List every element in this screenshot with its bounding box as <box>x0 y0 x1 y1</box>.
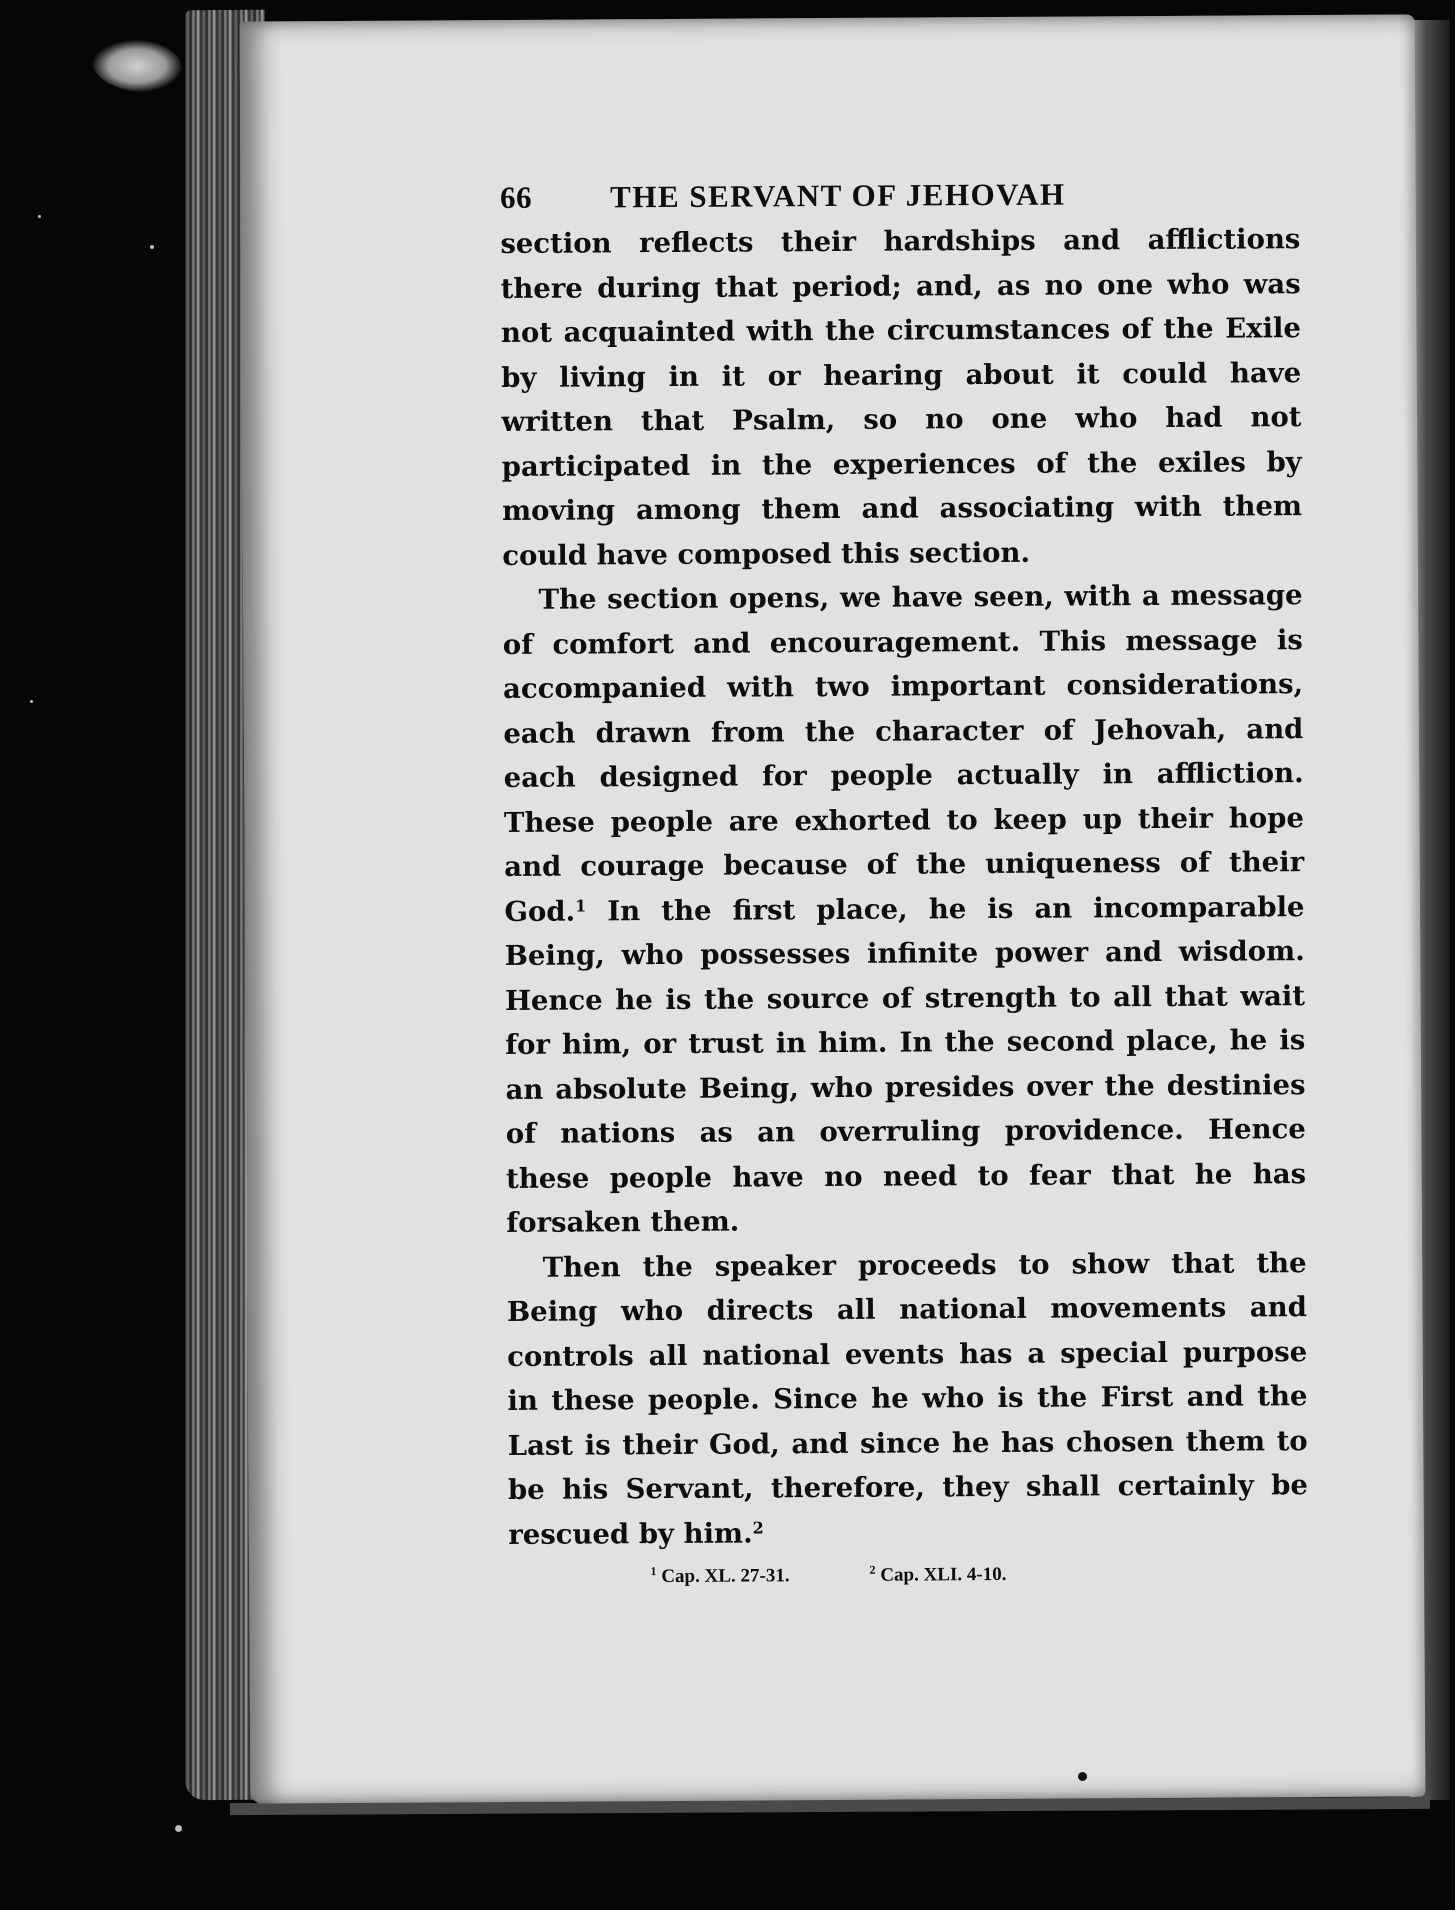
paragraph-3-text: Then the speaker proceeds to show that the Being who directs all national movements and controls all national events has a special purpose in these people. Since he who is the First and the Last is their God, and since he has chosen them to be his Servant, therefore, they shall certainly be rescued by him. <box>506 1246 1309 1551</box>
paragraph-2-continued: In the first place, he is an incomparable Being, who possesses infinite power and wisdom. Hence he is the source of strength to all that wait for him, or trust in him. In the second place, he is an absolute Being, who presides over the destinies of nations as an overruling providence. Hence these people have no need to fear that he has forsaken them. <box>504 890 1307 1239</box>
footnote-2-text: Cap. XLI. 4-10. <box>880 1563 1007 1586</box>
scan-artifact-blob <box>92 40 182 92</box>
page-title: THE SERVANT OF JEHOVAH <box>609 176 1066 215</box>
footnote-1-text: Cap. XL. 27-31. <box>661 1565 790 1588</box>
running-head <box>500 175 1300 216</box>
scan-speck <box>30 700 33 703</box>
footnote-1-mark: 1 <box>650 1564 657 1579</box>
footnote-2-mark: 2 <box>869 1562 876 1577</box>
paragraph-2-text: The section opens, we have seen, with a message of comfort and encouragement. This message is accompanied with two important considerations, each drawn from the character of Jehovah, and each designed for people actually in affliction. These people are exhorted to keep up their hope and courage because of the uniqueness of their God. <box>502 579 1305 928</box>
scan-speck <box>150 245 154 249</box>
footnote-mark-2: 2 <box>752 1517 764 1537</box>
footnote-mark-1: 1 <box>575 895 587 916</box>
scan-speck <box>175 1825 182 1832</box>
ink-dot <box>1078 1772 1087 1781</box>
footnote-1 <box>650 1565 789 1588</box>
paragraph-1 <box>500 217 1302 578</box>
paragraph-1-text: section reflects their hardships and afflictions there during that period; and, as no one who was not acquainted with the circumstances of the Exile by living in it or hearing about it could have written that Psalm, so no one who had not participated in the experiences of the exiles by moving among them and associating with them could have composed this section. <box>500 223 1303 572</box>
footnote-2 <box>869 1564 1006 1587</box>
page-text-block <box>500 175 1309 1589</box>
scan-speck <box>38 215 41 218</box>
paragraph-3 <box>507 1241 1309 1557</box>
page-number: 66 <box>500 179 533 215</box>
paragraph-2 <box>502 573 1306 1245</box>
